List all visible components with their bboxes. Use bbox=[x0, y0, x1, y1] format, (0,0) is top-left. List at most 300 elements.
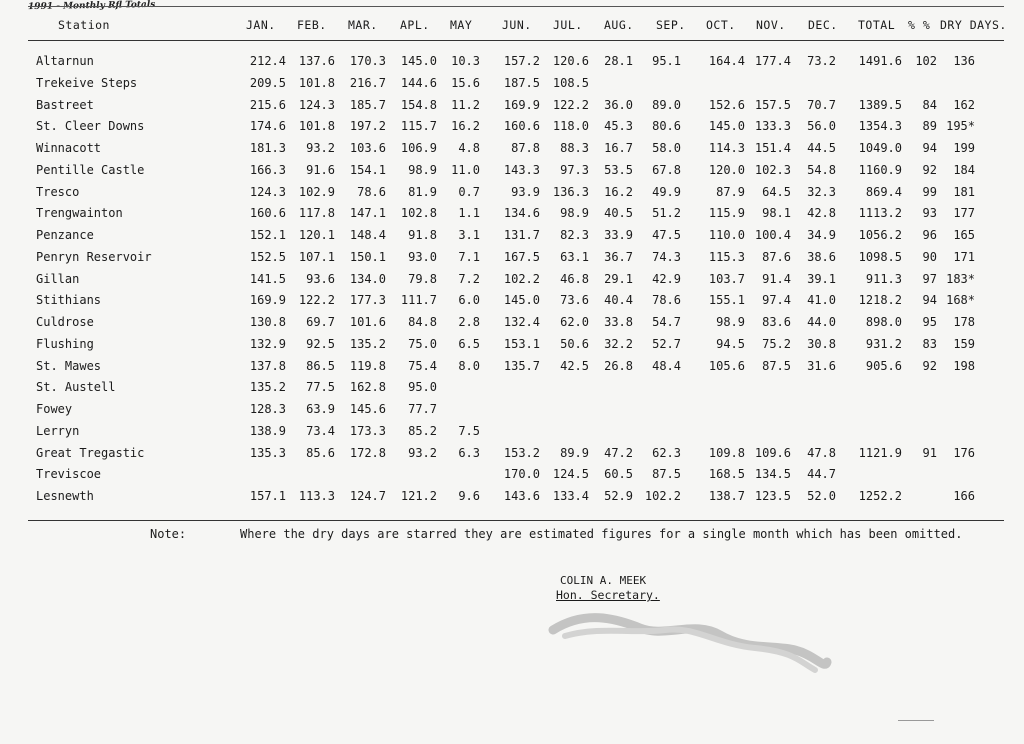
cell-dry: 171 bbox=[953, 249, 975, 264]
cell-dry: 165 bbox=[953, 228, 975, 242]
cell-sep: 102.2 bbox=[644, 489, 681, 503]
cell-dec: 31.6 bbox=[807, 358, 836, 373]
cell-dry: 198 bbox=[953, 358, 975, 373]
cell-jun: 153.1 bbox=[503, 336, 540, 351]
cell-oct: 98.9 bbox=[716, 315, 745, 329]
cell-may: 8.0 bbox=[458, 358, 480, 373]
cell-pct: 91 bbox=[922, 445, 937, 460]
cell-nov: 100.4 bbox=[754, 228, 791, 242]
cell-aug: 60.5 bbox=[604, 467, 633, 482]
cell-feb: 102.9 bbox=[298, 184, 335, 199]
cell-dec: 42.8 bbox=[807, 206, 836, 221]
cell-jan: 124.3 bbox=[249, 184, 286, 199]
cell-sep: 80.6 bbox=[652, 119, 681, 134]
cell-may: 4.8 bbox=[458, 141, 480, 155]
cell-sep: 49.9 bbox=[652, 184, 681, 199]
cell-dec: 47.8 bbox=[807, 445, 836, 460]
cell-apl: 102.8 bbox=[400, 206, 437, 221]
header-jan: JAN. bbox=[246, 18, 276, 32]
cell-jan: 174.6 bbox=[249, 119, 286, 134]
cell-dec: 44.7 bbox=[807, 467, 836, 482]
cell-oct: 115.3 bbox=[708, 249, 745, 264]
cell-sep: 42.9 bbox=[652, 271, 681, 286]
cell-total: 1121.9 bbox=[858, 445, 902, 460]
cell-aug: 45.3 bbox=[604, 119, 633, 134]
cell-jun: 153.2 bbox=[503, 445, 540, 460]
cell-feb: 117.8 bbox=[298, 206, 335, 221]
cell-oct: 103.7 bbox=[708, 271, 745, 286]
cell-may: 16.2 bbox=[451, 119, 480, 134]
cell-apl: 91.8 bbox=[408, 228, 437, 242]
cell-jan: 160.6 bbox=[249, 206, 286, 221]
station-name: Winnacott bbox=[36, 141, 102, 155]
cell-may: 10.3 bbox=[451, 54, 480, 68]
cell-jan: 135.2 bbox=[249, 380, 286, 395]
cell-may: 15.6 bbox=[451, 75, 480, 90]
table-row bbox=[0, 117, 1024, 135]
table-row bbox=[0, 378, 1024, 396]
cell-apl: 144.6 bbox=[400, 75, 437, 90]
cell-feb: 101.8 bbox=[298, 75, 335, 90]
header-total: TOTAL bbox=[858, 18, 896, 32]
cell-nov: 64.5 bbox=[762, 184, 791, 199]
cell-feb: 124.3 bbox=[298, 97, 335, 112]
cell-jun: 102.2 bbox=[503, 271, 540, 286]
cell-aug: 40.4 bbox=[604, 293, 633, 308]
table-row bbox=[0, 444, 1024, 462]
cell-jul: 46.8 bbox=[560, 271, 589, 286]
cell-may: 6.5 bbox=[458, 336, 480, 351]
header-dec: DEC. bbox=[808, 18, 838, 32]
cell-dry: 168* bbox=[946, 293, 975, 308]
cell-feb: 93.2 bbox=[306, 141, 335, 155]
cell-jun: 157.2 bbox=[503, 54, 540, 68]
cell-dec: 38.6 bbox=[807, 249, 836, 264]
cell-total: 1049.0 bbox=[858, 141, 902, 155]
cell-jun: 143.6 bbox=[503, 489, 540, 503]
cell-nov: 123.5 bbox=[754, 489, 791, 503]
header-nov: NOV. bbox=[756, 18, 786, 32]
cell-feb: 73.4 bbox=[306, 423, 335, 438]
cell-oct: 94.5 bbox=[716, 336, 745, 351]
cell-jun: 170.0 bbox=[503, 467, 540, 482]
table-row bbox=[0, 74, 1024, 92]
table-row bbox=[0, 313, 1024, 331]
cell-pct: 90 bbox=[922, 249, 937, 264]
cell-nov: 87.5 bbox=[762, 358, 791, 373]
cell-jun: 135.7 bbox=[503, 358, 540, 373]
station-name: Pentille Castle bbox=[36, 162, 145, 177]
station-name: Great Tregastic bbox=[36, 445, 145, 460]
cell-dec: 34.9 bbox=[807, 228, 836, 242]
cell-dec: 56.0 bbox=[807, 119, 836, 134]
cell-apl: 145.0 bbox=[400, 54, 437, 68]
cell-may: 6.0 bbox=[458, 293, 480, 308]
cell-nov: 75.2 bbox=[762, 336, 791, 351]
cell-pct: 89 bbox=[922, 119, 937, 134]
cell-jul: 89.9 bbox=[560, 445, 589, 460]
cell-pct: 97 bbox=[922, 271, 937, 286]
table-row bbox=[0, 161, 1024, 179]
cell-apl: 154.8 bbox=[400, 97, 437, 112]
cell-dry: 181 bbox=[953, 184, 975, 199]
cell-apl: 106.9 bbox=[400, 141, 437, 155]
cell-pct: 96 bbox=[922, 228, 937, 242]
cell-jun: 160.6 bbox=[503, 119, 540, 134]
cell-jan: 128.3 bbox=[249, 402, 286, 416]
table-row bbox=[0, 226, 1024, 244]
cell-jun: 87.8 bbox=[511, 141, 540, 155]
cell-sep: 87.5 bbox=[652, 467, 681, 482]
cell-feb: 91.6 bbox=[306, 162, 335, 177]
cell-total: 911.3 bbox=[865, 271, 902, 286]
cell-total: 1354.3 bbox=[858, 119, 902, 134]
cell-nov: 97.4 bbox=[762, 293, 791, 308]
cell-jan: 152.5 bbox=[249, 249, 286, 264]
cell-nov: 133.3 bbox=[754, 119, 791, 134]
cell-nov: 91.4 bbox=[762, 271, 791, 286]
cell-jul: 73.6 bbox=[560, 293, 589, 308]
cell-aug: 28.1 bbox=[604, 54, 633, 68]
cell-nov: 134.5 bbox=[754, 467, 791, 482]
cell-pct: 92 bbox=[922, 358, 937, 373]
cell-dry: 136 bbox=[953, 54, 975, 68]
cell-oct: 87.9 bbox=[716, 184, 745, 199]
cell-apl: 95.0 bbox=[408, 380, 437, 395]
cell-sep: 95.1 bbox=[652, 54, 681, 68]
cell-oct: 115.9 bbox=[708, 206, 745, 221]
cell-mar: 162.8 bbox=[349, 380, 386, 395]
cell-apl: 93.2 bbox=[408, 445, 437, 460]
cell-pct: 94 bbox=[922, 141, 937, 155]
table-row bbox=[0, 248, 1024, 266]
table-header bbox=[0, 16, 1024, 34]
cell-may: 3.1 bbox=[458, 228, 480, 242]
station-name: Lesnewth bbox=[36, 489, 94, 503]
cell-dry: 162 bbox=[953, 97, 975, 112]
header-dry-days: DRY DAYS. bbox=[940, 18, 1007, 32]
cell-jan: 157.1 bbox=[249, 489, 286, 503]
cell-sep: 67.8 bbox=[652, 162, 681, 177]
cell-jul: 124.5 bbox=[552, 467, 589, 482]
cell-jul: 120.6 bbox=[552, 54, 589, 68]
note-label: Note: bbox=[150, 527, 187, 541]
cell-jul: 82.3 bbox=[560, 228, 589, 242]
cell-jul: 62.0 bbox=[560, 315, 589, 329]
cell-mar: 148.4 bbox=[349, 228, 386, 242]
table-row bbox=[0, 335, 1024, 353]
header-sep: SEP. bbox=[656, 18, 686, 32]
station-name: Tresco bbox=[36, 184, 80, 199]
table-row bbox=[0, 204, 1024, 222]
cell-aug: 29.1 bbox=[604, 271, 633, 286]
cell-dry: 184 bbox=[953, 162, 975, 177]
cell-jan: 166.3 bbox=[249, 162, 286, 177]
header-rule bbox=[28, 40, 1004, 41]
station-name: Flushing bbox=[36, 336, 94, 351]
cell-feb: 77.5 bbox=[306, 380, 335, 395]
handwritten-title: 1991 - Monthly Rfl Totals bbox=[27, 0, 156, 13]
cell-dec: 41.0 bbox=[807, 293, 836, 308]
station-name: Bastreet bbox=[36, 97, 94, 112]
cell-mar: 197.2 bbox=[349, 119, 386, 134]
cell-jul: 88.3 bbox=[560, 141, 589, 155]
cell-jul: 136.3 bbox=[552, 184, 589, 199]
cell-pct: 92 bbox=[922, 162, 937, 177]
cell-aug: 47.2 bbox=[604, 445, 633, 460]
cell-jan: 209.5 bbox=[249, 75, 286, 90]
cell-jan: 137.8 bbox=[249, 358, 286, 373]
cell-total: 931.2 bbox=[865, 336, 902, 351]
cell-jul: 98.9 bbox=[560, 206, 589, 221]
cell-jan: 215.6 bbox=[249, 97, 286, 112]
table-row bbox=[0, 291, 1024, 309]
cell-apl: 93.0 bbox=[408, 249, 437, 264]
table-row bbox=[0, 422, 1024, 440]
table-bottom-rule bbox=[28, 520, 1004, 521]
cell-jan: 138.9 bbox=[249, 423, 286, 438]
cell-jan: 132.9 bbox=[249, 336, 286, 351]
cell-aug: 16.7 bbox=[604, 141, 633, 155]
cell-total: 1056.2 bbox=[858, 228, 902, 242]
cell-pct: 94 bbox=[922, 293, 937, 308]
cell-pct: 83 bbox=[922, 336, 937, 351]
cell-oct: 109.8 bbox=[708, 445, 745, 460]
cell-sep: 48.4 bbox=[652, 358, 681, 373]
cell-total: 1252.2 bbox=[858, 489, 902, 503]
cell-dec: 54.8 bbox=[807, 162, 836, 177]
cell-jan: 141.5 bbox=[249, 271, 286, 286]
cell-feb: 86.5 bbox=[306, 358, 335, 373]
cell-total: 1160.9 bbox=[858, 162, 902, 177]
table-row bbox=[0, 139, 1024, 157]
cell-jun: 187.5 bbox=[503, 75, 540, 90]
cell-apl: 98.9 bbox=[408, 162, 437, 177]
station-name: Altarnun bbox=[36, 54, 94, 68]
top-rule bbox=[28, 6, 1004, 7]
cell-pct: 93 bbox=[922, 206, 937, 221]
station-name: Lerryn bbox=[36, 423, 80, 438]
cell-apl: 75.4 bbox=[408, 358, 437, 373]
signatory-name: COLIN A. MEEK bbox=[560, 574, 647, 587]
cell-apl: 75.0 bbox=[408, 336, 437, 351]
cell-apl: 81.9 bbox=[408, 184, 437, 199]
station-name: Trekeive Steps bbox=[36, 75, 138, 90]
station-name: St. Austell bbox=[36, 380, 116, 395]
cell-sep: 74.3 bbox=[652, 249, 681, 264]
cell-jan: 212.4 bbox=[249, 54, 286, 68]
cell-mar: 147.1 bbox=[349, 206, 386, 221]
cell-jan: 135.3 bbox=[249, 445, 286, 460]
cell-dec: 52.0 bbox=[807, 489, 836, 503]
cell-sep: 89.0 bbox=[652, 97, 681, 112]
cell-dry: 178 bbox=[953, 315, 975, 329]
cell-mar: 150.1 bbox=[349, 249, 386, 264]
table-row bbox=[0, 270, 1024, 288]
cell-jun: 131.7 bbox=[503, 228, 540, 242]
cell-mar: 78.6 bbox=[357, 184, 386, 199]
cell-mar: 103.6 bbox=[349, 141, 386, 155]
cell-oct: 168.5 bbox=[708, 467, 745, 482]
header-feb: FEB. bbox=[297, 18, 327, 32]
cell-dry: 176 bbox=[953, 445, 975, 460]
cell-feb: 63.9 bbox=[306, 402, 335, 416]
cell-jul: 108.5 bbox=[552, 75, 589, 90]
cell-mar: 134.0 bbox=[349, 271, 386, 286]
cell-nov: 151.4 bbox=[754, 141, 791, 155]
cell-feb: 113.3 bbox=[298, 489, 335, 503]
table-row bbox=[0, 357, 1024, 375]
cell-feb: 137.6 bbox=[298, 54, 335, 68]
cell-pct: 99 bbox=[922, 184, 937, 199]
cell-dry: 195* bbox=[946, 119, 975, 134]
cell-apl: 84.8 bbox=[408, 315, 437, 329]
cell-dec: 70.7 bbox=[807, 97, 836, 112]
cell-feb: 120.1 bbox=[298, 228, 335, 242]
cell-jun: 132.4 bbox=[503, 315, 540, 329]
header-jul: JUL. bbox=[553, 18, 583, 32]
cell-nov: 109.6 bbox=[754, 445, 791, 460]
cell-dry: 159 bbox=[953, 336, 975, 351]
cell-oct: 164.4 bbox=[708, 54, 745, 68]
header-percent: % % bbox=[908, 18, 931, 32]
cell-jul: 97.3 bbox=[560, 162, 589, 177]
cell-nov: 177.4 bbox=[754, 54, 791, 68]
cell-feb: 93.6 bbox=[306, 271, 335, 286]
cell-sep: 62.3 bbox=[652, 445, 681, 460]
cell-jun: 134.6 bbox=[503, 206, 540, 221]
cell-oct: 145.0 bbox=[708, 119, 745, 134]
cell-feb: 92.5 bbox=[306, 336, 335, 351]
cell-may: 2.8 bbox=[458, 315, 480, 329]
cell-dry: 183* bbox=[946, 271, 975, 286]
cell-dry: 177 bbox=[953, 206, 975, 221]
table-row bbox=[0, 487, 1024, 505]
cell-total: 1491.6 bbox=[858, 54, 902, 68]
cell-nov: 98.1 bbox=[762, 206, 791, 221]
station-name: Gillan bbox=[36, 271, 80, 286]
cell-jan: 152.1 bbox=[249, 228, 286, 242]
station-name: St. Cleer Downs bbox=[36, 119, 145, 134]
cell-nov: 102.3 bbox=[754, 162, 791, 177]
cell-feb: 85.6 bbox=[306, 445, 335, 460]
cell-may: 11.0 bbox=[451, 162, 480, 177]
cell-mar: 173.3 bbox=[349, 423, 386, 438]
note-text: Where the dry days are starred they are estimated figures for a single month which has been omitted. bbox=[240, 527, 963, 541]
cell-may: 7.2 bbox=[458, 271, 480, 286]
cell-apl: 121.2 bbox=[400, 489, 437, 503]
cell-nov: 157.5 bbox=[754, 97, 791, 112]
cell-may: 7.1 bbox=[458, 249, 480, 264]
cell-jul: 42.5 bbox=[560, 358, 589, 373]
header-may: MAY bbox=[450, 18, 473, 32]
cell-feb: 122.2 bbox=[298, 293, 335, 308]
cell-sep: 58.0 bbox=[652, 141, 681, 155]
cell-dry: 166 bbox=[953, 489, 975, 503]
cell-total: 1113.2 bbox=[858, 206, 902, 221]
cell-may: 11.2 bbox=[451, 97, 480, 112]
station-name: Penzance bbox=[36, 228, 94, 242]
cell-dec: 30.8 bbox=[807, 336, 836, 351]
cell-jul: 63.1 bbox=[560, 249, 589, 264]
cell-may: 1.1 bbox=[458, 206, 480, 221]
cell-aug: 52.9 bbox=[604, 489, 633, 503]
station-name: St. Mawes bbox=[36, 358, 102, 373]
cell-total: 1218.2 bbox=[858, 293, 902, 308]
table-row bbox=[0, 465, 1024, 483]
cell-dec: 73.2 bbox=[807, 54, 836, 68]
header-aug: AUG. bbox=[604, 18, 634, 32]
cell-jul: 118.0 bbox=[552, 119, 589, 134]
station-name: Fowey bbox=[36, 402, 73, 416]
cell-sep: 78.6 bbox=[652, 293, 681, 308]
header-mar: MAR. bbox=[348, 18, 378, 32]
header-jun: JUN. bbox=[502, 18, 532, 32]
station-name: Trengwainton bbox=[36, 206, 123, 221]
signature-smudge bbox=[545, 600, 835, 680]
cell-apl: 77.7 bbox=[408, 402, 437, 416]
cell-jun: 143.3 bbox=[503, 162, 540, 177]
cell-apl: 79.8 bbox=[408, 271, 437, 286]
cell-aug: 16.2 bbox=[604, 184, 633, 199]
header-station: Station bbox=[58, 18, 110, 32]
cell-mar: 145.6 bbox=[349, 402, 386, 416]
cell-aug: 33.9 bbox=[604, 228, 633, 242]
header-apl: APL. bbox=[400, 18, 430, 32]
cell-may: 0.7 bbox=[458, 184, 480, 199]
cell-jan: 169.9 bbox=[249, 293, 286, 308]
cell-feb: 107.1 bbox=[298, 249, 335, 264]
cell-mar: 135.2 bbox=[349, 336, 386, 351]
cell-oct: 155.1 bbox=[708, 293, 745, 308]
table-row bbox=[0, 52, 1024, 70]
cell-may: 6.3 bbox=[458, 445, 480, 460]
cell-pct: 95 bbox=[922, 315, 937, 329]
cell-mar: 170.3 bbox=[349, 54, 386, 68]
cell-feb: 101.8 bbox=[298, 119, 335, 134]
cell-pct: 102 bbox=[915, 54, 937, 68]
cell-jun: 167.5 bbox=[503, 249, 540, 264]
cell-oct: 152.6 bbox=[708, 97, 745, 112]
cell-nov: 87.6 bbox=[762, 249, 791, 264]
cell-feb: 69.7 bbox=[306, 315, 335, 329]
cell-mar: 124.7 bbox=[349, 489, 386, 503]
cell-mar: 177.3 bbox=[349, 293, 386, 308]
edge-mark bbox=[898, 720, 934, 721]
cell-jun: 93.9 bbox=[511, 184, 540, 199]
cell-mar: 172.8 bbox=[349, 445, 386, 460]
cell-may: 7.5 bbox=[458, 423, 480, 438]
cell-may: 9.6 bbox=[458, 489, 480, 503]
cell-jan: 181.3 bbox=[249, 141, 286, 155]
cell-aug: 53.5 bbox=[604, 162, 633, 177]
cell-aug: 33.8 bbox=[604, 315, 633, 329]
cell-jul: 133.4 bbox=[552, 489, 589, 503]
cell-mar: 185.7 bbox=[349, 97, 386, 112]
cell-sep: 51.2 bbox=[652, 206, 681, 221]
cell-oct: 105.6 bbox=[708, 358, 745, 373]
cell-mar: 216.7 bbox=[349, 75, 386, 90]
cell-aug: 26.8 bbox=[604, 358, 633, 373]
cell-apl: 85.2 bbox=[408, 423, 437, 438]
cell-aug: 32.2 bbox=[604, 336, 633, 351]
cell-dec: 39.1 bbox=[807, 271, 836, 286]
cell-dry: 199 bbox=[953, 141, 975, 155]
cell-total: 869.4 bbox=[865, 184, 902, 199]
cell-jul: 50.6 bbox=[560, 336, 589, 351]
cell-sep: 47.5 bbox=[652, 228, 681, 242]
cell-oct: 110.0 bbox=[708, 228, 745, 242]
